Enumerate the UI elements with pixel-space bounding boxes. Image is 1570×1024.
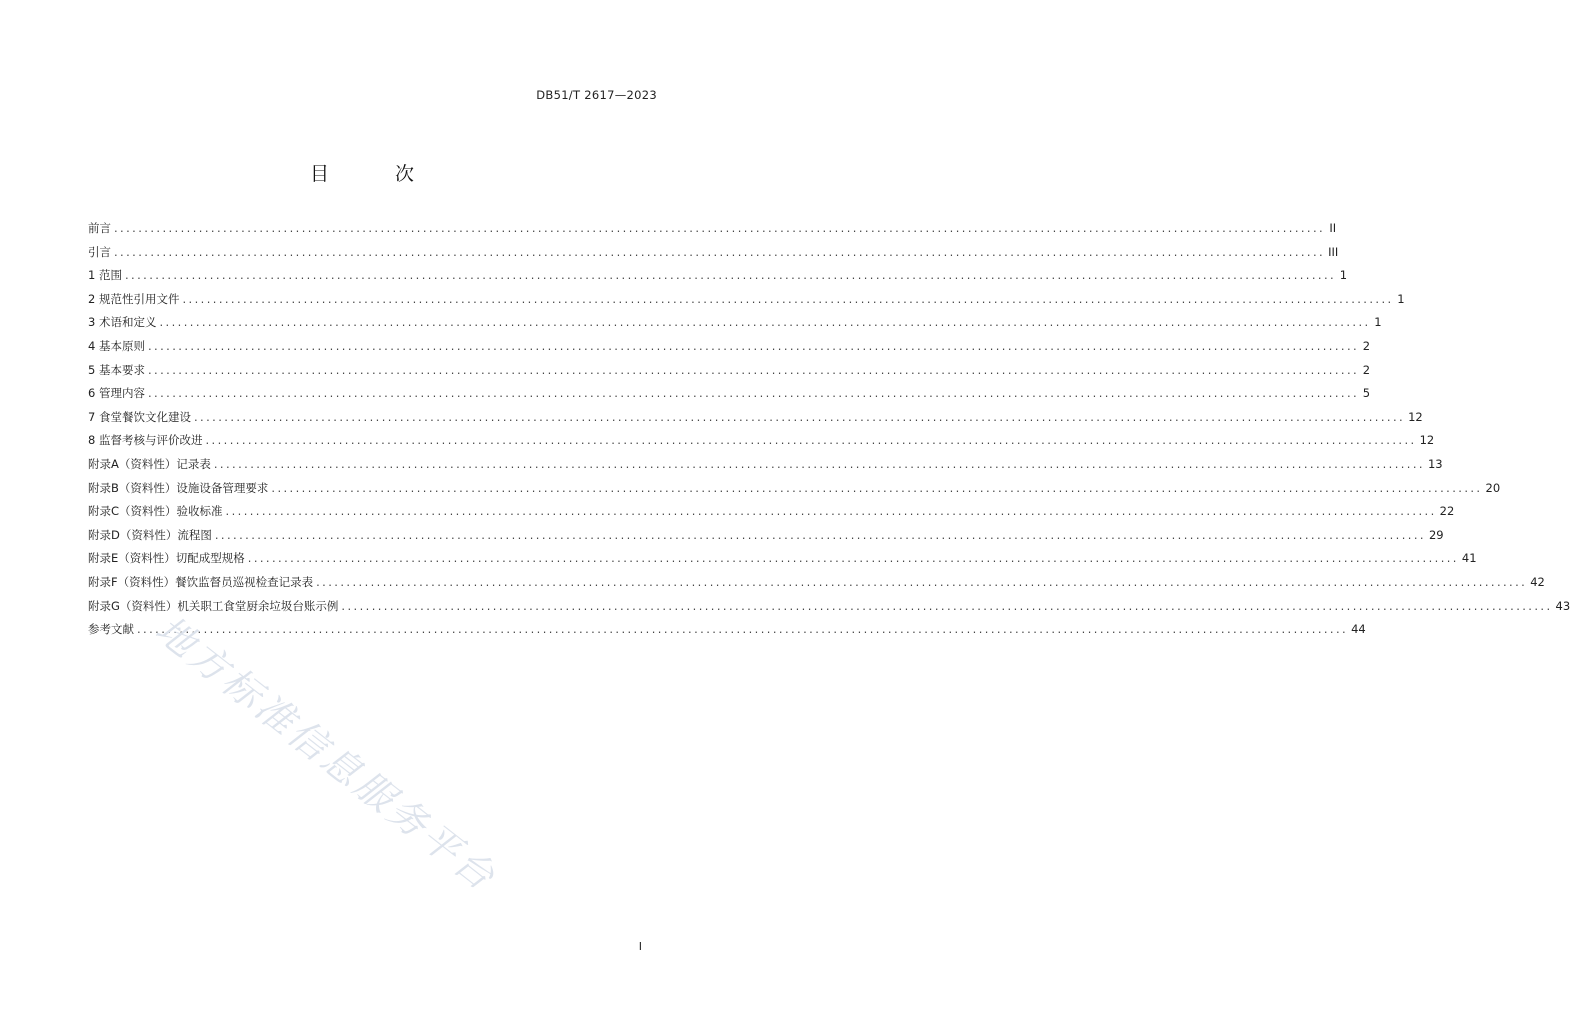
toc-page-number: 43 [1555, 598, 1570, 613]
toc-label: 附录A（资料性）记录表 [88, 456, 211, 471]
page-number: I [638, 940, 642, 953]
toc-leader-dots: ........................................................................................................................................................................................................ [271, 480, 1483, 495]
toc-entry[interactable] [88, 524, 1444, 548]
toc-label: 附录G（资料性）机关职工食堂厨余垃圾台账示例 [88, 598, 339, 613]
toc-page-number: 2 [1362, 338, 1371, 353]
toc-entry[interactable] [88, 618, 1366, 642]
toc-leader-dots: ........................................................................................................................................................................................................ [159, 315, 1371, 330]
toc-entry[interactable] [88, 335, 1371, 359]
toc-entry[interactable] [88, 359, 1371, 383]
toc-entry[interactable] [88, 429, 1435, 453]
toc-page-number: 20 [1485, 480, 1501, 495]
toc-page-number: 12 [1408, 409, 1423, 424]
toc-page-number: 29 [1428, 527, 1444, 542]
toc-leader-dots: ........................................................................................................................................................................................................ [214, 527, 1426, 542]
toc-label: 8 监督考核与评价改进 [88, 433, 203, 448]
toc-leader-dots: ........................................................................................................................................................................................................ [137, 622, 1349, 637]
toc-label: 附录B（资料性）设施设备管理要求 [88, 480, 269, 495]
toc-entry[interactable] [88, 453, 1443, 477]
page-title: 目 次 [309, 163, 445, 185]
toc-page-number: 12 [1419, 433, 1435, 448]
standard-code: DB51/T 2617—2023 [536, 88, 657, 102]
toc-page-number: 1 [1339, 268, 1348, 283]
toc-page-number: 1 [1374, 315, 1382, 330]
toc-label: 前言 [88, 221, 111, 235]
toc-label: 参考文献 [88, 622, 134, 637]
toc-leader-dots: ........................................................................................................................................................................................................ [213, 456, 1425, 471]
toc-label: 6 管理内容 [88, 386, 145, 401]
toc-label: 2 规范性引用文件 [88, 291, 180, 306]
toc-entry[interactable] [88, 217, 1337, 241]
toc-page-number: 42 [1530, 574, 1545, 589]
toc-label: 附录F（资料性）餐饮监督员巡视检查记录表 [88, 574, 314, 589]
toc-leader-dots: ........................................................................................................................................................................................................ [341, 598, 1553, 613]
toc-label: 1 范围 [88, 268, 122, 283]
toc-page-number: 22 [1439, 504, 1455, 519]
toc-page-number: 5 [1362, 386, 1371, 401]
toc-page-number: III [1328, 244, 1339, 259]
toc-leader-dots: ........................................................................................................................................................................................................ [124, 268, 1337, 283]
toc-entry[interactable] [88, 311, 1382, 335]
toc-label: 附录C（资料性）验收标准 [88, 504, 223, 519]
toc-entry[interactable] [88, 241, 1339, 265]
toc-label: 3 术语和定义 [88, 315, 157, 330]
toc-entry[interactable] [88, 547, 1477, 571]
toc-leader-dots: ........................................................................................................................................................................................................ [114, 221, 1326, 235]
toc-leader-dots: ........................................................................................................................................................................................................ [147, 386, 1360, 401]
toc-leader-dots: ........................................................................................................................................................................................................ [225, 504, 1437, 519]
toc-leader-dots: ........................................................................................................................................................................................................ [316, 574, 1528, 589]
toc-leader-dots: ........................................................................................................................................................................................................ [114, 244, 1326, 259]
toc-entry[interactable] [88, 382, 1371, 406]
toc-entry[interactable] [88, 288, 1405, 312]
toc-label: 附录D（资料性）流程图 [88, 527, 212, 542]
toc-entry[interactable] [88, 571, 1545, 595]
toc-page-number: 41 [1461, 551, 1477, 566]
toc-entry[interactable] [88, 595, 1570, 619]
toc-leader-dots: ........................................................................................................................................................................................................ [205, 433, 1417, 448]
toc-entry[interactable] [88, 500, 1455, 524]
table-of-contents [88, 217, 1570, 642]
toc-label: 7 食堂餐饮文化建设 [88, 409, 191, 424]
toc-leader-dots: ........................................................................................................................................................................................................ [147, 362, 1360, 377]
toc-label: 5 基本要求 [88, 362, 145, 377]
toc-page-number: 44 [1351, 622, 1366, 637]
toc-page-number: 2 [1362, 362, 1371, 377]
toc-entry[interactable] [88, 406, 1423, 430]
toc-leader-dots: ........................................................................................................................................................................................................ [147, 338, 1360, 353]
toc-label: 附录E（资料性）切配成型规格 [88, 551, 245, 566]
toc-leader-dots: ........................................................................................................................................................................................................ [182, 291, 1394, 306]
toc-entry[interactable] [88, 477, 1501, 501]
watermark-text: 地方标准信息服务平台 [147, 607, 506, 901]
toc-label: 引言 [88, 244, 111, 259]
toc-page-number: II [1329, 221, 1337, 235]
toc-page-number: 1 [1397, 291, 1405, 306]
toc-label: 4 基本原则 [88, 338, 145, 353]
toc-leader-dots: ........................................................................................................................................................................................................ [247, 551, 1459, 566]
toc-entry[interactable] [88, 264, 1348, 288]
toc-page-number: 13 [1427, 456, 1443, 471]
toc-leader-dots: ........................................................................................................................................................................................................ [193, 409, 1406, 424]
